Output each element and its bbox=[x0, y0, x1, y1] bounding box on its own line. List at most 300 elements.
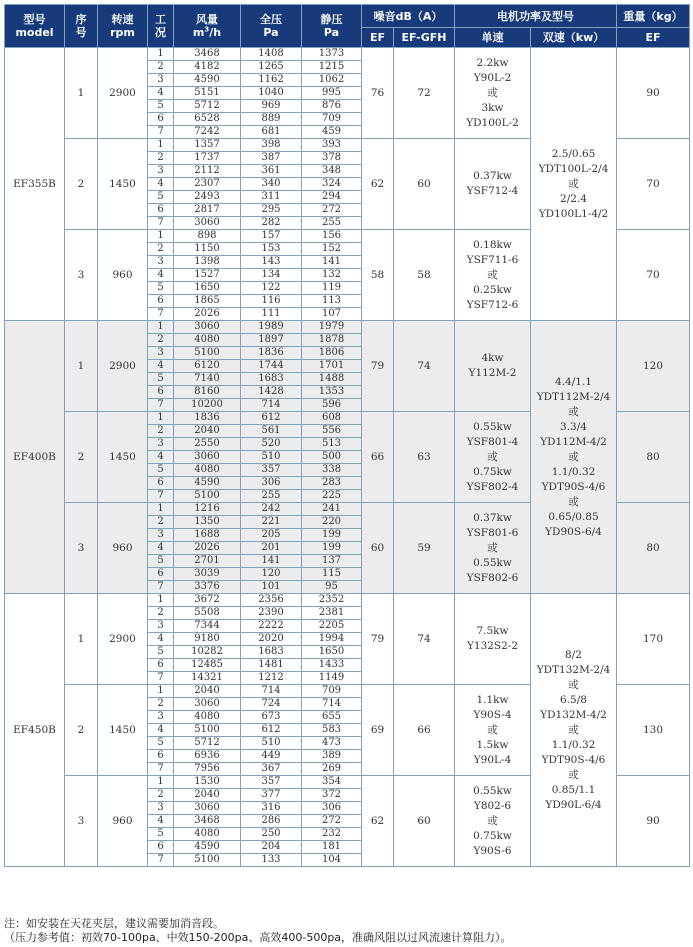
total-pressure-cell: 111 bbox=[241, 308, 302, 321]
airflow-cell: 3468 bbox=[174, 815, 241, 828]
condition-cell: 4 bbox=[148, 815, 174, 828]
condition-cell: 4 bbox=[148, 633, 174, 646]
single-speed-motor-cell: 0.55kw Y802-6 或 0.75kw Y90S-6 bbox=[455, 776, 531, 867]
static-pressure-cell: 378 bbox=[302, 152, 362, 165]
dual-speed-motor-cell: 2.5/0.65 YDT100L-2/4 或 2/2.4 YD100L1-4/2 bbox=[531, 48, 617, 321]
condition-cell: 2 bbox=[148, 61, 174, 74]
total-pressure-cell: 520 bbox=[241, 438, 302, 451]
table-row bbox=[5, 321, 690, 334]
total-pressure-cell: 357 bbox=[241, 776, 302, 789]
total-pressure-cell: 201 bbox=[241, 542, 302, 555]
airflow-cell: 898 bbox=[174, 230, 241, 243]
static-pressure-cell: 272 bbox=[302, 204, 362, 217]
condition-cell: 3 bbox=[148, 256, 174, 269]
static-pressure-cell: 1353 bbox=[302, 386, 362, 399]
condition-cell: 2 bbox=[148, 243, 174, 256]
airflow-cell: 10282 bbox=[174, 646, 241, 659]
airflow-cell: 2026 bbox=[174, 542, 241, 555]
total-pressure-cell: 143 bbox=[241, 256, 302, 269]
airflow-cell: 7956 bbox=[174, 763, 241, 776]
static-pressure-cell: 556 bbox=[302, 425, 362, 438]
condition-cell: 6 bbox=[148, 204, 174, 217]
airflow-cell: 1216 bbox=[174, 503, 241, 516]
airflow-cell: 1150 bbox=[174, 243, 241, 256]
total-pressure-cell: 250 bbox=[241, 828, 302, 841]
condition-cell: 7 bbox=[148, 581, 174, 594]
static-pressure-cell: 393 bbox=[302, 139, 362, 152]
static-pressure-cell: 1215 bbox=[302, 61, 362, 74]
condition-cell: 1 bbox=[148, 594, 174, 607]
airflow-cell: 2040 bbox=[174, 425, 241, 438]
total-pressure-cell: 889 bbox=[241, 113, 302, 126]
airflow-cell: 2550 bbox=[174, 438, 241, 451]
total-pressure-cell: 361 bbox=[241, 165, 302, 178]
airflow-cell: 4080 bbox=[174, 828, 241, 841]
header-noise: 噪音dB（A） bbox=[362, 5, 455, 28]
airflow-cell: 1737 bbox=[174, 152, 241, 165]
static-pressure-cell: 473 bbox=[302, 737, 362, 750]
single-speed-motor-cell: 0.55kw YSF801-4 或 0.75kw YSF802-4 bbox=[455, 412, 531, 503]
rpm-cell: 1450 bbox=[98, 139, 148, 230]
noise-ef-cell: 66 bbox=[362, 412, 394, 503]
condition-cell: 1 bbox=[148, 139, 174, 152]
header-motor: 电机功率及型号 bbox=[455, 5, 617, 28]
static-pressure-cell: 232 bbox=[302, 828, 362, 841]
static-pressure-cell: 1373 bbox=[302, 48, 362, 61]
static-pressure-cell: 225 bbox=[302, 490, 362, 503]
airflow-cell: 6120 bbox=[174, 360, 241, 373]
airflow-cell: 5712 bbox=[174, 100, 241, 113]
condition-cell: 3 bbox=[148, 802, 174, 815]
static-pressure-cell: 199 bbox=[302, 529, 362, 542]
condition-cell: 3 bbox=[148, 74, 174, 87]
airflow-cell: 4080 bbox=[174, 711, 241, 724]
total-pressure-cell: 673 bbox=[241, 711, 302, 724]
header-condition: 工 况 bbox=[148, 5, 174, 48]
airflow-cell: 4590 bbox=[174, 477, 241, 490]
rpm-cell: 960 bbox=[98, 776, 148, 867]
condition-cell: 5 bbox=[148, 100, 174, 113]
total-pressure-cell: 316 bbox=[241, 802, 302, 815]
total-pressure-cell: 1744 bbox=[241, 360, 302, 373]
static-pressure-cell: 583 bbox=[302, 724, 362, 737]
airflow-cell: 9180 bbox=[174, 633, 241, 646]
airflow-cell: 3060 bbox=[174, 321, 241, 334]
total-pressure-cell: 714 bbox=[241, 399, 302, 412]
condition-cell: 5 bbox=[148, 646, 174, 659]
airflow-cell: 3672 bbox=[174, 594, 241, 607]
header-static-pressure: 静压 Pa bbox=[302, 5, 362, 48]
static-pressure-cell: 324 bbox=[302, 178, 362, 191]
total-pressure-cell: 134 bbox=[241, 269, 302, 282]
total-pressure-cell: 1408 bbox=[241, 48, 302, 61]
condition-cell: 7 bbox=[148, 854, 174, 867]
total-pressure-cell: 387 bbox=[241, 152, 302, 165]
total-pressure-cell: 1428 bbox=[241, 386, 302, 399]
airflow-cell: 7140 bbox=[174, 373, 241, 386]
total-pressure-cell: 295 bbox=[241, 204, 302, 217]
total-pressure-cell: 255 bbox=[241, 490, 302, 503]
airflow-cell: 4590 bbox=[174, 74, 241, 87]
header-speed: 转速 rpm bbox=[98, 5, 148, 48]
airflow-cell: 3039 bbox=[174, 568, 241, 581]
condition-cell: 6 bbox=[148, 386, 174, 399]
static-pressure-cell: 1433 bbox=[302, 659, 362, 672]
airflow-cell: 2026 bbox=[174, 308, 241, 321]
total-pressure-cell: 120 bbox=[241, 568, 302, 581]
static-pressure-cell: 199 bbox=[302, 542, 362, 555]
condition-cell: 5 bbox=[148, 464, 174, 477]
total-pressure-cell: 2222 bbox=[241, 620, 302, 633]
total-pressure-cell: 2020 bbox=[241, 633, 302, 646]
noise-efgfh-cell: 60 bbox=[394, 776, 455, 867]
static-pressure-cell: 132 bbox=[302, 269, 362, 282]
condition-cell: 2 bbox=[148, 698, 174, 711]
single-speed-motor-cell: 1.1kw Y90S-4 或 1.5kw Y90L-4 bbox=[455, 685, 531, 776]
rpm-cell: 960 bbox=[98, 230, 148, 321]
condition-cell: 2 bbox=[148, 789, 174, 802]
condition-cell: 7 bbox=[148, 126, 174, 139]
noise-efgfh-cell: 58 bbox=[394, 230, 455, 321]
static-pressure-cell: 714 bbox=[302, 698, 362, 711]
static-pressure-cell: 2381 bbox=[302, 607, 362, 620]
static-pressure-cell: 272 bbox=[302, 815, 362, 828]
airflow-cell: 2112 bbox=[174, 165, 241, 178]
static-pressure-cell: 500 bbox=[302, 451, 362, 464]
condition-cell: 2 bbox=[148, 516, 174, 529]
condition-cell: 1 bbox=[148, 321, 174, 334]
noise-efgfh-cell: 74 bbox=[394, 321, 455, 412]
rpm-cell: 2900 bbox=[98, 321, 148, 412]
condition-cell: 4 bbox=[148, 178, 174, 191]
noise-efgfh-cell: 66 bbox=[394, 685, 455, 776]
static-pressure-cell: 220 bbox=[302, 516, 362, 529]
total-pressure-cell: 122 bbox=[241, 282, 302, 295]
static-pressure-cell: 608 bbox=[302, 412, 362, 425]
total-pressure-cell: 221 bbox=[241, 516, 302, 529]
airflow-cell: 3376 bbox=[174, 581, 241, 594]
header-motor-single: 单速 bbox=[455, 28, 531, 48]
static-pressure-cell: 1994 bbox=[302, 633, 362, 646]
weight-cell: 80 bbox=[617, 412, 690, 503]
condition-cell: 4 bbox=[148, 269, 174, 282]
condition-cell: 5 bbox=[148, 555, 174, 568]
footnote-line: 注：如安装在天花夹层，建议需要加消音段。 bbox=[4, 917, 224, 930]
condition-cell: 7 bbox=[148, 490, 174, 503]
noise-ef-cell: 69 bbox=[362, 685, 394, 776]
airflow-cell: 3060 bbox=[174, 217, 241, 230]
header-weight-ef: EF bbox=[617, 28, 690, 48]
condition-cell: 6 bbox=[148, 295, 174, 308]
rpm-cell: 2900 bbox=[98, 594, 148, 685]
noise-ef-cell: 79 bbox=[362, 321, 394, 412]
rpm-cell: 2900 bbox=[98, 48, 148, 139]
total-pressure-cell: 1683 bbox=[241, 373, 302, 386]
condition-cell: 6 bbox=[148, 659, 174, 672]
static-pressure-cell: 107 bbox=[302, 308, 362, 321]
airflow-cell: 2817 bbox=[174, 204, 241, 217]
static-pressure-cell: 241 bbox=[302, 503, 362, 516]
static-pressure-cell: 1979 bbox=[302, 321, 362, 334]
condition-cell: 4 bbox=[148, 724, 174, 737]
static-pressure-cell: 95 bbox=[302, 581, 362, 594]
airflow-cell: 12485 bbox=[174, 659, 241, 672]
airflow-cell: 1530 bbox=[174, 776, 241, 789]
fan-spec-table bbox=[4, 4, 690, 867]
total-pressure-cell: 724 bbox=[241, 698, 302, 711]
condition-cell: 2 bbox=[148, 152, 174, 165]
airflow-cell: 2040 bbox=[174, 685, 241, 698]
condition-cell: 6 bbox=[148, 477, 174, 490]
static-pressure-cell: 459 bbox=[302, 126, 362, 139]
header-seq: 序 号 bbox=[65, 5, 98, 48]
header-weight: 重量（kg） bbox=[617, 5, 690, 28]
static-pressure-cell: 119 bbox=[302, 282, 362, 295]
model-name-cell: EF400B bbox=[5, 321, 65, 594]
single-speed-motor-cell: 0.18kw YSF711-6 或 0.25kw YSF712-6 bbox=[455, 230, 531, 321]
condition-cell: 5 bbox=[148, 828, 174, 841]
header-airflow-unit-m: m bbox=[192, 26, 205, 39]
noise-efgfh-cell: 59 bbox=[394, 503, 455, 594]
condition-cell: 5 bbox=[148, 282, 174, 295]
condition-cell: 1 bbox=[148, 230, 174, 243]
table-header bbox=[5, 5, 690, 48]
dual-speed-motor-cell: 4.4/1.1 YDT112M-2/4 或 3.3/4 YD112M-4/2 或 1.1/0.32 YDT90S-4/6 或 0.65/0.85 YD90S-6/4 bbox=[531, 321, 617, 594]
total-pressure-cell: 1989 bbox=[241, 321, 302, 334]
static-pressure-cell: 709 bbox=[302, 113, 362, 126]
airflow-cell: 4080 bbox=[174, 464, 241, 477]
seq-cell: 2 bbox=[65, 139, 98, 230]
static-pressure-cell: 294 bbox=[302, 191, 362, 204]
airflow-cell: 7344 bbox=[174, 620, 241, 633]
total-pressure-cell: 510 bbox=[241, 451, 302, 464]
seq-cell: 2 bbox=[65, 412, 98, 503]
static-pressure-cell: 372 bbox=[302, 789, 362, 802]
total-pressure-cell: 1897 bbox=[241, 334, 302, 347]
condition-cell: 7 bbox=[148, 308, 174, 321]
static-pressure-cell: 1062 bbox=[302, 74, 362, 87]
airflow-cell: 3060 bbox=[174, 451, 241, 464]
total-pressure-cell: 377 bbox=[241, 789, 302, 802]
single-speed-motor-cell: 7.5kw Y132S2-2 bbox=[455, 594, 531, 685]
airflow-cell: 2701 bbox=[174, 555, 241, 568]
condition-cell: 1 bbox=[148, 776, 174, 789]
total-pressure-cell: 367 bbox=[241, 763, 302, 776]
dual-speed-motor-cell: 8/2 YDT132M-2/4 或 6.5/8 YD132M-4/2 或 1.1/0.32 YDT90S-4/6 或 0.85/1.1 YD90L-6/4 bbox=[531, 594, 617, 867]
airflow-cell: 1836 bbox=[174, 412, 241, 425]
total-pressure-cell: 340 bbox=[241, 178, 302, 191]
total-pressure-cell: 1683 bbox=[241, 646, 302, 659]
noise-ef-cell: 60 bbox=[362, 503, 394, 594]
total-pressure-cell: 101 bbox=[241, 581, 302, 594]
total-pressure-cell: 612 bbox=[241, 724, 302, 737]
header-total-pressure: 全压 Pa bbox=[241, 5, 302, 48]
total-pressure-cell: 306 bbox=[241, 477, 302, 490]
condition-cell: 6 bbox=[148, 750, 174, 763]
condition-cell: 7 bbox=[148, 763, 174, 776]
weight-cell: 70 bbox=[617, 230, 690, 321]
total-pressure-cell: 1162 bbox=[241, 74, 302, 87]
condition-cell: 4 bbox=[148, 451, 174, 464]
noise-ef-cell: 79 bbox=[362, 594, 394, 685]
airflow-cell: 14321 bbox=[174, 672, 241, 685]
static-pressure-cell: 137 bbox=[302, 555, 362, 568]
condition-cell: 6 bbox=[148, 568, 174, 581]
total-pressure-cell: 612 bbox=[241, 412, 302, 425]
total-pressure-cell: 398 bbox=[241, 139, 302, 152]
weight-cell: 90 bbox=[617, 776, 690, 867]
static-pressure-cell: 283 bbox=[302, 477, 362, 490]
total-pressure-cell: 510 bbox=[241, 737, 302, 750]
total-pressure-cell: 153 bbox=[241, 243, 302, 256]
header-airflow-label: 风量 bbox=[196, 13, 218, 26]
seq-cell: 3 bbox=[65, 776, 98, 867]
condition-cell: 5 bbox=[148, 373, 174, 386]
static-pressure-cell: 348 bbox=[302, 165, 362, 178]
total-pressure-cell: 141 bbox=[241, 555, 302, 568]
static-pressure-cell: 2352 bbox=[302, 594, 362, 607]
airflow-cell: 3060 bbox=[174, 698, 241, 711]
airflow-cell: 6528 bbox=[174, 113, 241, 126]
airflow-cell: 5100 bbox=[174, 347, 241, 360]
condition-cell: 7 bbox=[148, 217, 174, 230]
seq-cell: 3 bbox=[65, 503, 98, 594]
header-airflow-unit-h: /h bbox=[209, 26, 222, 39]
total-pressure-cell: 242 bbox=[241, 503, 302, 516]
total-pressure-cell: 714 bbox=[241, 685, 302, 698]
rpm-cell: 1450 bbox=[98, 412, 148, 503]
header-motor-dual: 双速（kw） bbox=[531, 28, 617, 48]
condition-cell: 6 bbox=[148, 841, 174, 854]
static-pressure-cell: 596 bbox=[302, 399, 362, 412]
static-pressure-cell: 269 bbox=[302, 763, 362, 776]
single-speed-motor-cell: 4kw Y112M-2 bbox=[455, 321, 531, 412]
noise-ef-cell: 62 bbox=[362, 139, 394, 230]
condition-cell: 4 bbox=[148, 87, 174, 100]
total-pressure-cell: 205 bbox=[241, 529, 302, 542]
seq-cell: 2 bbox=[65, 685, 98, 776]
airflow-cell: 5508 bbox=[174, 607, 241, 620]
condition-cell: 3 bbox=[148, 165, 174, 178]
static-pressure-cell: 306 bbox=[302, 802, 362, 815]
noise-efgfh-cell: 72 bbox=[394, 48, 455, 139]
condition-cell: 1 bbox=[148, 412, 174, 425]
header-noise-ef: EF bbox=[362, 28, 394, 48]
airflow-cell: 1398 bbox=[174, 256, 241, 269]
noise-ef-cell: 62 bbox=[362, 776, 394, 867]
static-pressure-cell: 1149 bbox=[302, 672, 362, 685]
airflow-cell: 4590 bbox=[174, 841, 241, 854]
static-pressure-cell: 709 bbox=[302, 685, 362, 698]
airflow-cell: 1357 bbox=[174, 139, 241, 152]
weight-cell: 70 bbox=[617, 139, 690, 230]
table-row bbox=[5, 48, 690, 61]
total-pressure-cell: 1481 bbox=[241, 659, 302, 672]
seq-cell: 1 bbox=[65, 321, 98, 412]
airflow-cell: 8160 bbox=[174, 386, 241, 399]
airflow-cell: 10200 bbox=[174, 399, 241, 412]
condition-cell: 4 bbox=[148, 360, 174, 373]
condition-cell: 1 bbox=[148, 685, 174, 698]
airflow-cell: 5100 bbox=[174, 490, 241, 503]
seq-cell: 1 bbox=[65, 594, 98, 685]
table-body bbox=[5, 48, 690, 867]
total-pressure-cell: 561 bbox=[241, 425, 302, 438]
weight-cell: 90 bbox=[617, 48, 690, 139]
total-pressure-cell: 157 bbox=[241, 230, 302, 243]
condition-cell: 3 bbox=[148, 620, 174, 633]
airflow-cell: 7242 bbox=[174, 126, 241, 139]
static-pressure-cell: 1650 bbox=[302, 646, 362, 659]
total-pressure-cell: 681 bbox=[241, 126, 302, 139]
seq-cell: 1 bbox=[65, 48, 98, 139]
airflow-cell: 1350 bbox=[174, 516, 241, 529]
static-pressure-cell: 156 bbox=[302, 230, 362, 243]
header-model: 型号 model bbox=[5, 5, 65, 48]
footnotes bbox=[4, 917, 689, 945]
weight-cell: 130 bbox=[617, 685, 690, 776]
airflow-cell: 6936 bbox=[174, 750, 241, 763]
static-pressure-cell: 113 bbox=[302, 295, 362, 308]
static-pressure-cell: 1806 bbox=[302, 347, 362, 360]
header-airflow bbox=[174, 5, 241, 48]
total-pressure-cell: 449 bbox=[241, 750, 302, 763]
condition-cell: 3 bbox=[148, 711, 174, 724]
condition-cell: 6 bbox=[148, 113, 174, 126]
rpm-cell: 1450 bbox=[98, 685, 148, 776]
condition-cell: 7 bbox=[148, 399, 174, 412]
static-pressure-cell: 876 bbox=[302, 100, 362, 113]
static-pressure-cell: 181 bbox=[302, 841, 362, 854]
weight-cell: 170 bbox=[617, 594, 690, 685]
condition-cell: 3 bbox=[148, 529, 174, 542]
static-pressure-cell: 2205 bbox=[302, 620, 362, 633]
static-pressure-cell: 1488 bbox=[302, 373, 362, 386]
header-airflow-sup: 3 bbox=[204, 25, 210, 34]
total-pressure-cell: 1836 bbox=[241, 347, 302, 360]
condition-cell: 7 bbox=[148, 672, 174, 685]
airflow-cell: 2040 bbox=[174, 789, 241, 802]
footnote-line: （压力参考值：初效70-100pa、中效150-200pa、高效400-500pa，准确风阻以过风流速计算阻力）。 bbox=[4, 931, 512, 944]
condition-cell: 3 bbox=[148, 347, 174, 360]
total-pressure-cell: 282 bbox=[241, 217, 302, 230]
static-pressure-cell: 141 bbox=[302, 256, 362, 269]
table-row bbox=[5, 594, 690, 607]
model-name-cell: EF450B bbox=[5, 594, 65, 867]
static-pressure-cell: 354 bbox=[302, 776, 362, 789]
total-pressure-cell: 1040 bbox=[241, 87, 302, 100]
total-pressure-cell: 204 bbox=[241, 841, 302, 854]
model-name-cell: EF355B bbox=[5, 48, 65, 321]
rpm-cell: 960 bbox=[98, 503, 148, 594]
static-pressure-cell: 1701 bbox=[302, 360, 362, 373]
total-pressure-cell: 133 bbox=[241, 854, 302, 867]
airflow-cell: 3060 bbox=[174, 802, 241, 815]
static-pressure-cell: 338 bbox=[302, 464, 362, 477]
static-pressure-cell: 1878 bbox=[302, 334, 362, 347]
airflow-cell: 1688 bbox=[174, 529, 241, 542]
static-pressure-cell: 995 bbox=[302, 87, 362, 100]
total-pressure-cell: 1265 bbox=[241, 61, 302, 74]
weight-cell: 80 bbox=[617, 503, 690, 594]
total-pressure-cell: 357 bbox=[241, 464, 302, 477]
static-pressure-cell: 389 bbox=[302, 750, 362, 763]
airflow-cell: 1650 bbox=[174, 282, 241, 295]
condition-cell: 5 bbox=[148, 737, 174, 750]
weight-cell: 120 bbox=[617, 321, 690, 412]
condition-cell: 4 bbox=[148, 542, 174, 555]
condition-cell: 5 bbox=[148, 191, 174, 204]
